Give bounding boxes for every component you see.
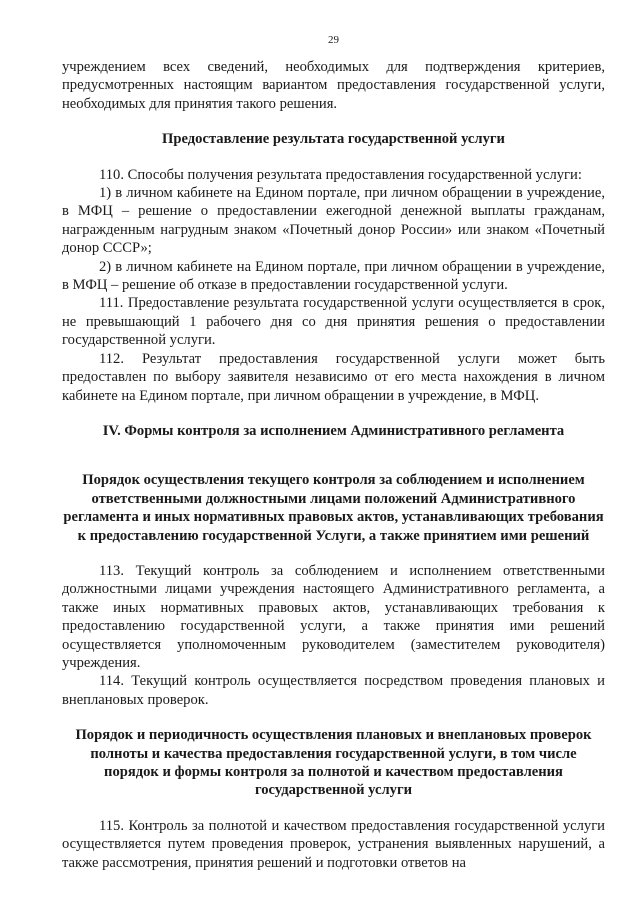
paragraph-111: 111. Предоставление результата государственной услуги осуществляется в срок, не превышающий 1 рабочего дня со дня принятия решения о предоставлении государственной услуги.: [62, 295, 605, 349]
paragraph-114: 114. Текущий контроль осуществляется посредством проведения плановых и внеплановых проверок.: [62, 673, 605, 708]
section-title-current-control: Порядок осуществления текущего контроля за соблюдением и исполнением ответственными должностными лицами положений Административного регламента и иных нормативных правовых актов, устанавливающих требования к предоставлению государственной Услуги, а также принятием ими решений: [63, 472, 604, 544]
section-title-result: Предоставление результата государственной услуги: [162, 131, 505, 148]
paragraph-113: 113. Текущий контроль за соблюдением и исполнением ответственными должностными лицами учреждения настоящего Административного регламента, а также иных нормативных правовых актов, устанавливающих требования к предоставлению государственной услуги, а также принятия ими решений осуществляется уполномоченным руководителем (заместителем руководителя) учреждения.: [62, 562, 605, 671]
paragraph-112: 112. Результат предоставления государственной услуги может быть предоставлен по выбору заявителя независимо от его места нахождения в личном кабинете на Едином портале, при личном обращении в учреждение, в МФЦ.: [62, 350, 605, 404]
section-inspections-body: [62, 817, 605, 872]
paragraph-115: 115. Контроль за полнотой и качеством предоставления государственной услуги осуществляется путем проведения проверок, устранения выявленных нарушений, а также рассмотрения, принятия решений и подготовки ответов на: [62, 817, 605, 871]
paragraph-110: 110. Способы получения результата предоставления государственной услуги:: [99, 166, 582, 183]
page-number: 29: [328, 34, 339, 46]
page-content: [62, 58, 605, 872]
section-title-inspections: Порядок и периодичность осуществления плановых и внеплановых проверок полноты и качества предоставления государственной услуги, в том числе порядок и формы контроля за полнотой и качеством предоставления государственной услуги: [75, 727, 592, 799]
section-result-body: [62, 166, 605, 405]
section-current-control-body: [62, 562, 605, 709]
paragraph-110-item-2: 2) в личном кабинете на Едином портале, при личном обращении в учреждение, в МФЦ – решение об отказе в предоставлении государственной услуги.: [62, 258, 605, 294]
paragraph-110-item-1: 1) в личном кабинете на Едином портале, при личном обращении в учреждение, в МФЦ – решение о предоставлении ежегодной денежной выплаты гражданам, награжденным нагрудным знаком «Почетный донор России» или знаком «Почетный донор СССР»;: [62, 185, 605, 257]
intro-paragraph: учреждением всех сведений, необходимых для подтверждения критериев, предусмотренных настоящим вариантом предоставления государственной услуги, необходимых для принятия такого решения.: [62, 59, 605, 112]
chapter-iv-title: IV. Формы контроля за исполнением Административного регламента: [102, 422, 565, 439]
